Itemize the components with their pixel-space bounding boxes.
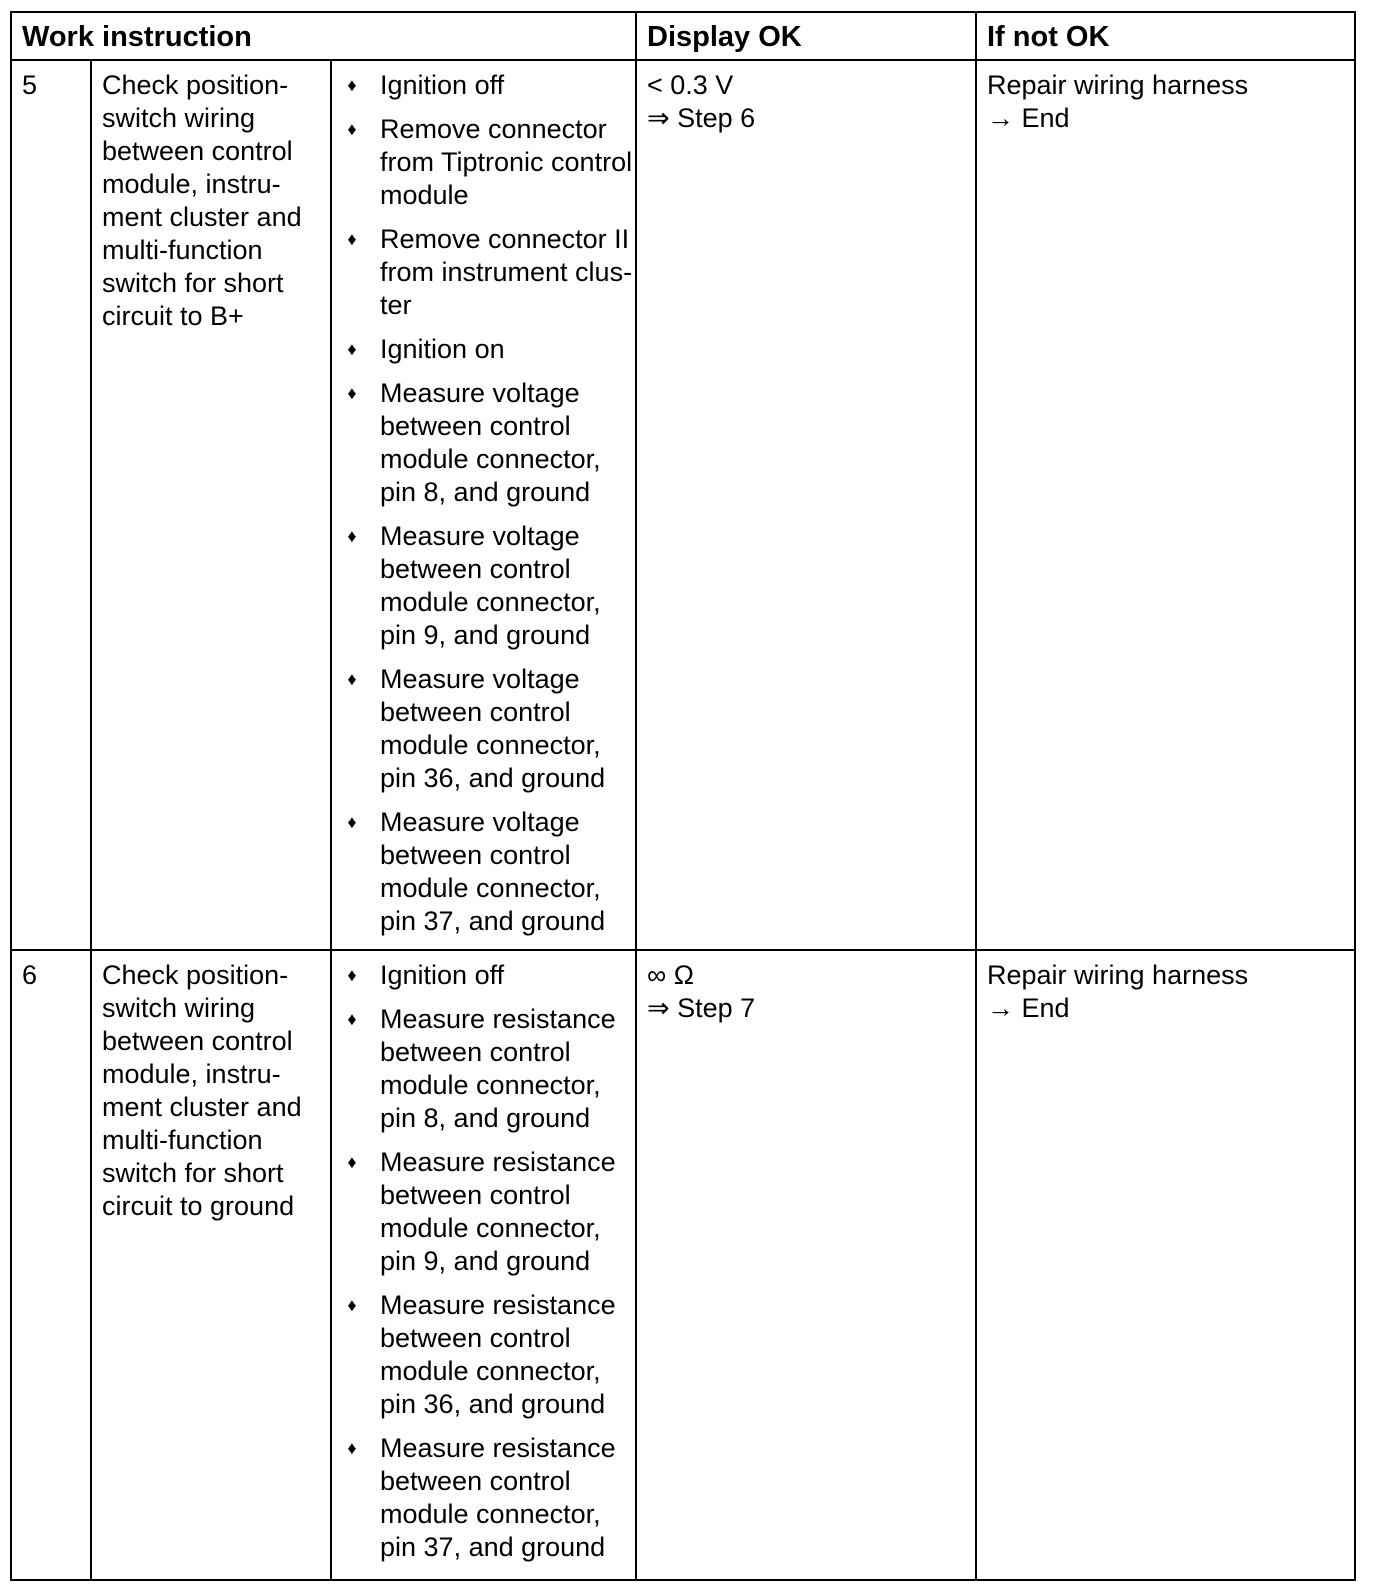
diamond-bullet-icon: ♦ xyxy=(347,1295,357,1315)
procedure-line: between control xyxy=(380,1466,571,1496)
procedure-item xyxy=(342,959,625,992)
display-ok-cell xyxy=(636,60,976,950)
procedure-line: between control xyxy=(380,554,571,584)
step-number: 6 xyxy=(11,950,91,1580)
step-action xyxy=(91,950,331,1580)
step-procedure xyxy=(331,60,636,950)
procedure-line: Measure voltage xyxy=(380,521,580,551)
diamond-bullet-icon: ♦ xyxy=(347,229,357,249)
display-ok-value: < 0.3 V xyxy=(647,70,734,100)
diamond-bullet-icon: ♦ xyxy=(347,1009,357,1029)
procedure-line: pin 36, and ground xyxy=(380,763,606,793)
procedure-line: from Tiptronic control xyxy=(380,147,633,177)
procedure-line: Ignition off xyxy=(380,70,505,100)
procedure-item xyxy=(342,1003,625,1135)
step-number: 5 xyxy=(11,60,91,950)
procedure-line: between control xyxy=(380,1037,571,1067)
step-row-5 xyxy=(11,60,1355,950)
procedure-line: Ignition off xyxy=(380,960,505,990)
procedure-line: pin 8, and ground xyxy=(380,477,591,507)
procedure-line: module connector, xyxy=(380,1213,601,1243)
action-line: switch for short xyxy=(102,1158,284,1188)
display-ok-cell xyxy=(636,950,976,1580)
if-not-ok-action: Repair wiring harness xyxy=(987,70,1249,100)
diamond-bullet-icon: ♦ xyxy=(347,526,357,546)
action-line: circuit to B+ xyxy=(102,301,244,331)
step-row-6 xyxy=(11,950,1355,1580)
procedure-line: Measure voltage xyxy=(380,378,580,408)
action-line: Check position- xyxy=(102,960,289,990)
procedure-line: pin 9, and ground xyxy=(380,1246,591,1276)
step-action xyxy=(91,60,331,950)
if-not-ok-next: → End xyxy=(987,103,1070,133)
procedure-item xyxy=(342,69,625,102)
procedure-line: between control xyxy=(380,840,571,870)
diamond-bullet-icon: ♦ xyxy=(347,669,357,689)
diamond-bullet-icon: ♦ xyxy=(347,119,357,139)
procedure-line: module connector, xyxy=(380,1499,601,1529)
diamond-bullet-icon: ♦ xyxy=(347,383,357,403)
procedure-line: module connector, xyxy=(380,444,601,474)
procedure-line: pin 8, and ground xyxy=(380,1103,591,1133)
action-line: between control xyxy=(102,136,293,166)
procedure-line: pin 37, and ground xyxy=(380,906,606,936)
procedure-line: pin 36, and ground xyxy=(380,1389,606,1419)
procedure-line: module connector, xyxy=(380,1070,601,1100)
header-if-not-ok: If not OK xyxy=(976,12,1355,60)
action-line: ment cluster and xyxy=(102,202,302,232)
action-line: multi-function xyxy=(102,235,263,265)
if-not-ok-next: → End xyxy=(987,993,1070,1023)
action-line: switch wiring xyxy=(102,993,256,1023)
procedure-line: Measure voltage xyxy=(380,807,580,837)
procedure-line: Measure resistance xyxy=(380,1147,616,1177)
header-row xyxy=(11,12,1355,60)
procedure-line: module connector, xyxy=(380,873,601,903)
display-ok-next: ⇒ Step 6 xyxy=(647,103,756,133)
action-line: ment cluster and xyxy=(102,1092,302,1122)
diamond-bullet-icon: ♦ xyxy=(347,339,357,359)
procedure-line: between control xyxy=(380,1323,571,1353)
procedure-line: module connector, xyxy=(380,730,601,760)
procedure-line: Measure resistance xyxy=(380,1290,616,1320)
procedure-line: from instrument clus- xyxy=(380,257,633,287)
diamond-bullet-icon: ♦ xyxy=(347,965,357,985)
procedure-line: Ignition on xyxy=(380,334,505,364)
header-work-instruction: Work instruction xyxy=(11,12,636,60)
diamond-bullet-icon: ♦ xyxy=(347,812,357,832)
action-line: circuit to ground xyxy=(102,1191,295,1221)
procedure-line: Measure resistance xyxy=(380,1004,616,1034)
procedure-item xyxy=(342,1146,625,1278)
procedure-line: module xyxy=(380,180,469,210)
procedure-item xyxy=(342,663,625,795)
procedure-line: pin 37, and ground xyxy=(380,1532,606,1562)
procedure-item xyxy=(342,520,625,652)
display-ok-value: ∞ Ω xyxy=(647,960,694,990)
action-line: multi-function xyxy=(102,1125,263,1155)
if-not-ok-cell xyxy=(976,60,1355,950)
header-display-ok: Display OK xyxy=(636,12,976,60)
procedure-item xyxy=(342,1432,625,1564)
procedure-line: Remove connector xyxy=(380,114,607,144)
procedure-item xyxy=(342,1289,625,1421)
procedure-line: pin 9, and ground xyxy=(380,620,591,650)
procedure-item xyxy=(342,377,625,509)
action-line: module, instru- xyxy=(102,1059,281,1089)
display-ok-next: ⇒ Step 7 xyxy=(647,993,756,1023)
diamond-bullet-icon: ♦ xyxy=(347,1152,357,1172)
procedure-list xyxy=(342,959,625,1564)
work-instruction-table xyxy=(10,11,1356,1581)
action-line: switch for short xyxy=(102,268,284,298)
procedure-line: Remove connector II xyxy=(380,224,630,254)
procedure-line: between control xyxy=(380,1180,571,1210)
procedure-item xyxy=(342,333,625,366)
procedure-line: module connector, xyxy=(380,1356,601,1386)
diamond-bullet-icon: ♦ xyxy=(347,75,357,95)
if-not-ok-cell xyxy=(976,950,1355,1580)
procedure-line: module connector, xyxy=(380,587,601,617)
step-procedure xyxy=(331,950,636,1580)
action-line: Check position- xyxy=(102,70,289,100)
procedure-line: between control xyxy=(380,697,571,727)
procedure-list xyxy=(342,69,633,938)
procedure-item xyxy=(342,113,633,212)
if-not-ok-action: Repair wiring harness xyxy=(987,960,1249,990)
procedure-line: Measure voltage xyxy=(380,664,580,694)
action-line: module, instru- xyxy=(102,169,281,199)
procedure-item xyxy=(342,223,633,322)
diamond-bullet-icon: ♦ xyxy=(347,1438,357,1458)
procedure-item xyxy=(342,806,625,938)
action-line: between control xyxy=(102,1026,293,1056)
procedure-line: ter xyxy=(380,290,412,320)
procedure-line: between control xyxy=(380,411,571,441)
procedure-line: Measure resistance xyxy=(380,1433,616,1463)
action-line: switch wiring xyxy=(102,103,256,133)
